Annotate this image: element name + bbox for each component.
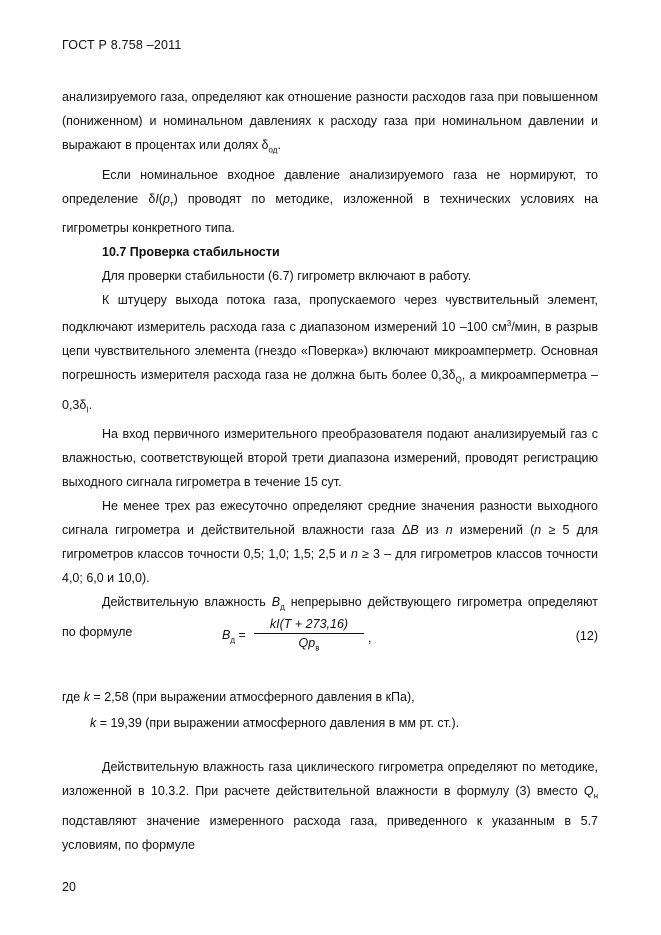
where-line-1: где k = 2,58 (при выражении атмосферного давления в кПа),: [62, 690, 415, 704]
document-body: [62, 85, 598, 644]
where-clause: [62, 684, 598, 736]
paragraph-1: анализируемого газа, определяют как отношение разности расходов газа при повышенном (пониженном) и номинальном давлениях к расходу газа при номинальном давлении и выражают в процентах или долях $\delta_{од}$.: [62, 90, 598, 155]
section-heading: 10.7 Проверка стабильности: [102, 245, 280, 259]
paragraph-8: Действительную влажность газа циклического гигрометра определяют по методике, изложенной в 10.3.2. При расчете действительной влажности в формулу (3) вместо $Q_н$ подставляют значение измеренного расхода газа, приведенного к указанным в 5.7 условиям, по формуле: [62, 760, 598, 852]
paragraph-2: Если номинальное входное давление анализируемого газа не нормируют, то определение $\delta I(p_т)$ проводят по методике, изложенной в технических условиях на гигрометры конкретного типа.: [62, 167, 599, 235]
formula-12: [62, 615, 598, 661]
formula-numerator: kI(T + 273,16): [254, 617, 364, 634]
formula-denominator: $Qp_в$: [298, 636, 320, 653]
formula-fraction: [254, 617, 364, 653]
formula-number: (12): [575, 629, 598, 643]
document-body-2: [62, 755, 598, 857]
document-header: ГОСТ Р 8.758 –2011: [62, 38, 182, 52]
formula-lhs: $B_д$ =: [222, 628, 246, 645]
paragraph-5: На вход первичного измерительного преобразователя подают анализируемый газ с влажностью, соответствующей второй трети диапазона измерений, проводят регистрацию выходного сигнала гигрометра в течение 15 сут.: [62, 427, 598, 490]
paragraph-4: К штуцеру выхода потока газа, пропускаемого через чувствительный элемент, подключают измеритель расхода газа с диапазоном измерений 10 –100 $см^3$/мин, в разрыв цепи чувствительного элемента (гнездо «Поверка») включают микроамперметр. Основная погрешность измерителя расхода газа не должна быть более $0,3\delta_Q$, а микроамперметра – $0,3\delta_I$.: [62, 293, 598, 415]
paragraph-6: Не менее трех раз ежесуточно определяют средние значения разности выходного сигнала гигрометра и действительной влажности газа ΔB из n измерений (n ≥ 5 для гигрометров классов точности 0,5; 1,0; 1,5; 2,5 и n ≥ 3 – для гигрометров классов точности 4,0; 6,0 и 10,0).: [62, 499, 598, 586]
paragraph-7: Действительную влажность $B_д$ непрерывно действующего гигрометра определяют по формуле: [62, 595, 598, 639]
paragraph-3: Для проверки стабильности (6.7) гигрометр включают в работу.: [102, 269, 472, 283]
where-line-2: k = 19,39 (при выражении атмосферного давления в мм рт. ст.).: [90, 716, 460, 730]
formula-comma: ,: [368, 631, 372, 645]
page-number: 20: [62, 880, 76, 894]
